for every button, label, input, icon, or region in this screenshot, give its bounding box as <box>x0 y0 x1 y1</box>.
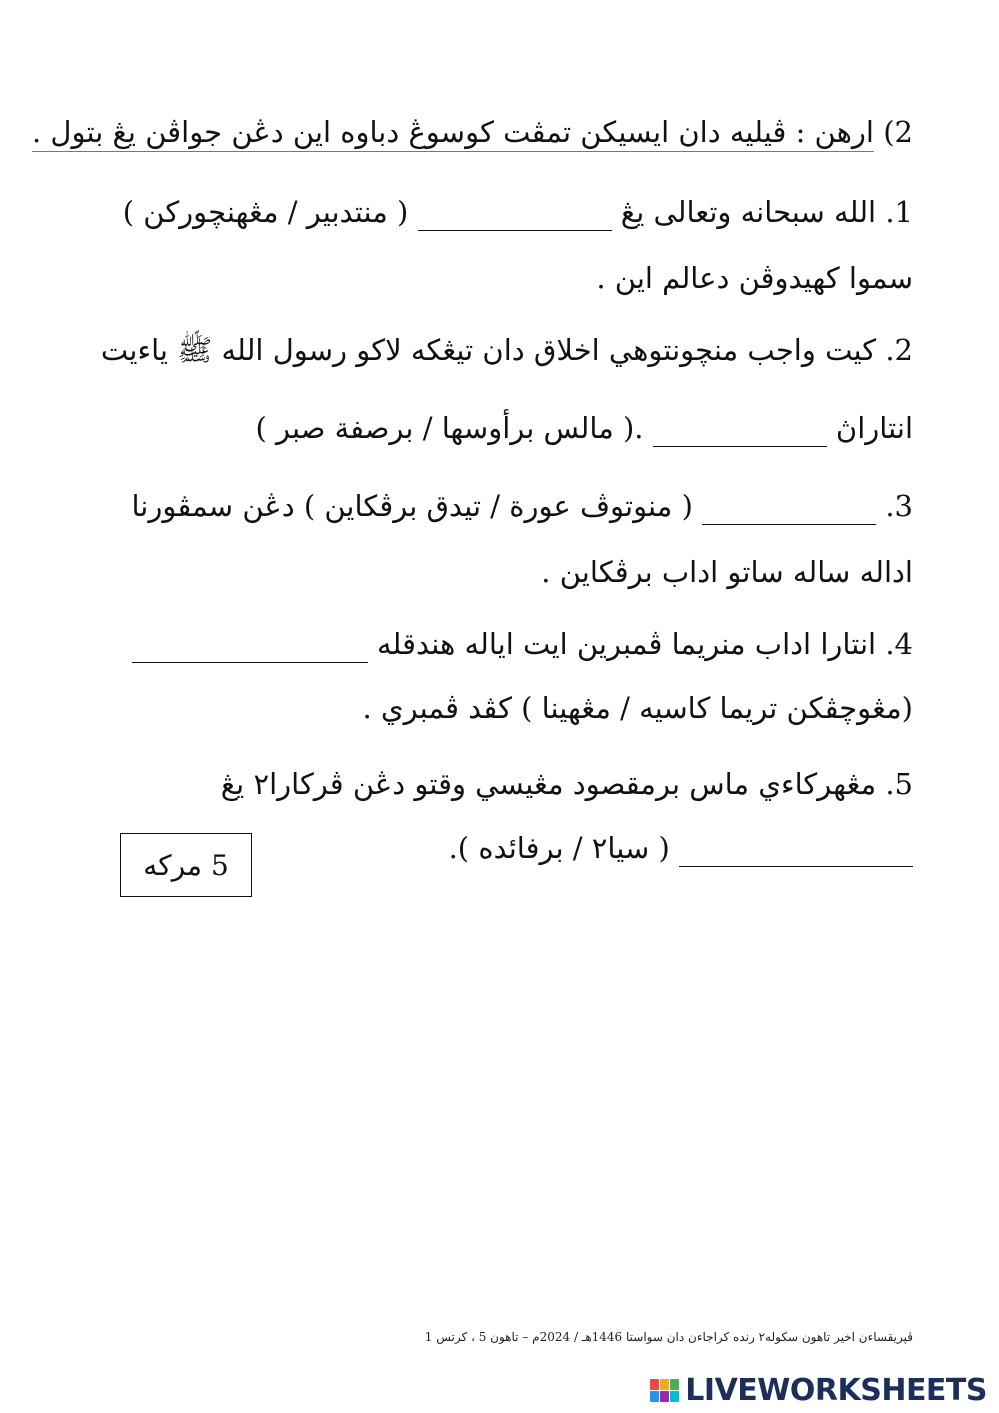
question-2-line-1: 2. كيت واجب منچونتوهي اخلاق دان تيڠكه لاكو رسول الله ﷺ ياءيت <box>100 333 913 367</box>
answer-blank-2[interactable] <box>653 422 827 447</box>
instruction-text: ارهن : ڤيليه دان ايسيكن تمڤت كوسوڠ دباوه اين دڠن جواڤن يڠ بتول . <box>32 115 874 152</box>
answer-blank-5[interactable] <box>679 842 913 867</box>
answer-blank-3[interactable] <box>702 500 876 525</box>
marks-box <box>120 833 252 897</box>
q3-number: 3. <box>876 489 913 523</box>
question-4-line-1 <box>132 624 913 664</box>
logo-tile <box>660 1391 669 1402</box>
q1-options: ( منتدبير / مڠهنچوركن ) <box>122 195 418 229</box>
q5-options: ( سيا٢ / برفائده ). <box>448 831 679 865</box>
question-1-line-1 <box>123 192 913 232</box>
question-5-line-1: 5. مڠهركاءي ماس برمقصود مڠيسي وقتو دڠن ڤركارا٢ يڠ <box>220 767 913 801</box>
brand-logo-icon <box>650 1379 679 1402</box>
footer-text: ڤڽريقساءن اخير تاهون سکوله٢ رنده كراجاءن دان سواستا 1446هـ / 2024م – تاهون 5 ، كرتس 1 <box>424 1330 913 1344</box>
q3-options: ( منوتوڤ عورة / تيدق برڤكاين ) دڠن سمڤورنا <box>131 489 703 523</box>
logo-tile <box>650 1379 659 1390</box>
question-3-line-1 <box>131 486 913 526</box>
question-5-line-2 <box>449 828 913 868</box>
question-3-line-2: اداله ساله ساتو اداب برڤكاين . <box>541 555 913 589</box>
q1-text-before: 1. الله سبحانه وتعالى يڠ <box>611 195 913 229</box>
instruction-number: 2) <box>874 115 913 149</box>
q2-options: .( مالس برأوسها / برصفة صبر ) <box>255 411 653 445</box>
answer-blank-4[interactable] <box>132 638 368 663</box>
logo-tile <box>670 1391 679 1402</box>
question-2-line-2 <box>255 408 913 448</box>
question-4-line-2: (مڠوچڤكن تريما كاسيه / مڠهينا ) كڤد ڤمبري . <box>362 691 913 725</box>
q2-text-before: انتاراڽ <box>826 411 913 445</box>
logo-tile <box>670 1379 679 1390</box>
brand-text: LIVEWORKSHEETS <box>685 1372 987 1408</box>
answer-blank-1[interactable] <box>418 206 612 231</box>
marks-label: 5 مركه <box>143 848 229 882</box>
logo-tile <box>650 1391 659 1402</box>
instruction <box>32 112 913 152</box>
brand-watermark <box>650 1372 987 1408</box>
question-1-line-2: سموا كهيدوڤن دعالم اين . <box>596 261 913 295</box>
logo-tile <box>660 1379 669 1390</box>
q4-text-before: 4. انتارا اداب منريما ڤمبرين ايت اياله هندقله <box>367 627 913 661</box>
